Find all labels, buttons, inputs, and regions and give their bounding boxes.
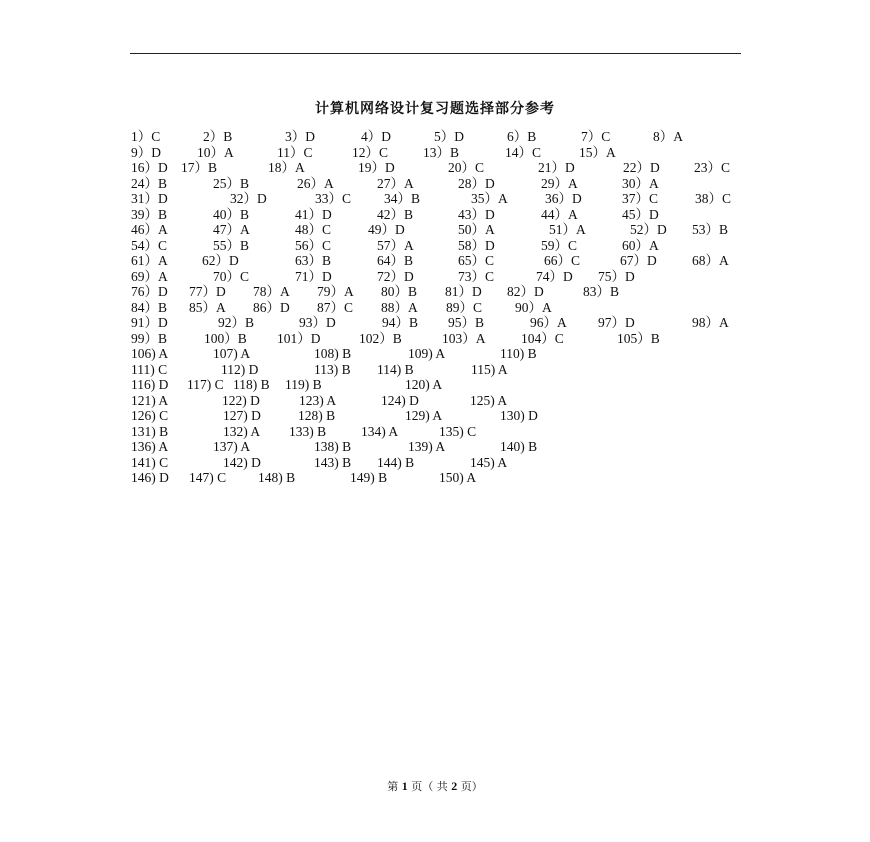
answer-item: 107) A — [213, 346, 251, 361]
answer-item: 118) B — [233, 377, 270, 392]
answer-item: 34）B — [384, 191, 421, 206]
answer-item: 3）D — [285, 129, 315, 144]
answer-list — [131, 129, 743, 486]
answer-item: 7）C — [581, 129, 611, 144]
answer-item: 114) B — [377, 361, 414, 377]
page-footer — [0, 778, 870, 794]
answer-item: 132) A — [223, 423, 261, 439]
answer-item: 84）B — [131, 299, 168, 315]
answer-item: 88）A — [381, 299, 418, 315]
answer-row — [131, 145, 743, 161]
answer-item: 72）D — [377, 268, 414, 284]
answer-item: 45）D — [622, 206, 659, 222]
answer-row — [131, 284, 743, 300]
answer-item: 35）A — [471, 191, 508, 206]
answer-item: 93）D — [299, 315, 336, 330]
answer-item: 137) A — [213, 439, 251, 454]
answer-item: 43）D — [458, 206, 495, 222]
answer-item: 141) C — [131, 454, 169, 470]
answer-item: 130) D — [500, 408, 538, 423]
answer-item: 67）D — [620, 253, 657, 268]
answer-item: 20）C — [448, 160, 485, 175]
answer-item: 109) A — [408, 346, 446, 361]
answer-item: 138) B — [314, 439, 352, 454]
answer-item: 91）D — [131, 315, 168, 330]
answer-item: 77）D — [189, 284, 226, 299]
answer-item: 61）A — [131, 253, 168, 268]
answer-item: 33）C — [315, 191, 352, 206]
answer-item: 104）C — [521, 330, 564, 346]
answer-item: 108) B — [314, 346, 352, 361]
answer-item: 119) B — [285, 377, 322, 392]
footer-middle: 页（ 共 — [411, 780, 448, 793]
answer-item: 127) D — [223, 408, 261, 423]
answer-row — [131, 362, 743, 378]
answer-item: 51）A — [549, 222, 586, 237]
answer-row — [131, 331, 743, 347]
answer-item: 135) C — [439, 423, 477, 439]
answer-item: 16）D — [131, 160, 168, 175]
answer-item: 112) D — [221, 361, 259, 377]
answer-item: 15）A — [579, 144, 616, 160]
answer-item: 17）B — [181, 160, 218, 175]
answer-item: 100）B — [204, 330, 247, 346]
answer-item: 21）D — [538, 160, 575, 175]
answer-item: 101）D — [277, 330, 321, 346]
answer-item: 37）C — [622, 191, 659, 206]
answer-item: 139) A — [408, 439, 446, 454]
answer-item: 131) B — [131, 423, 169, 439]
footer-suffix: 页） — [460, 780, 483, 793]
answer-item: 55）B — [213, 237, 250, 253]
answer-item: 41）D — [295, 206, 332, 222]
answer-item: 121) A — [131, 392, 169, 408]
answer-item: 90）A — [515, 299, 552, 315]
answer-row — [131, 315, 743, 331]
answer-item: 50）A — [458, 222, 495, 237]
answer-item: 29）A — [541, 175, 578, 191]
answer-item: 81）D — [445, 284, 482, 299]
answer-item: 78）A — [253, 284, 290, 299]
answer-row — [131, 393, 743, 409]
answer-item: 117) C — [187, 377, 224, 392]
answer-item: 116) D — [131, 377, 169, 392]
answer-item: 145) A — [470, 454, 508, 470]
answer-item: 53）B — [692, 222, 729, 237]
answer-item: 2）B — [203, 129, 233, 144]
answer-item: 8）A — [653, 129, 683, 144]
answer-item: 18）A — [268, 160, 305, 175]
answer-item: 56）C — [295, 237, 332, 253]
answer-item: 57）A — [377, 237, 414, 253]
answer-item: 149) B — [350, 470, 388, 485]
answer-item: 103）A — [442, 330, 486, 346]
answer-item: 150) A — [439, 470, 477, 485]
answer-item: 80）B — [381, 284, 418, 299]
answer-item: 64）B — [377, 253, 414, 268]
answer-item: 68）A — [692, 253, 729, 268]
answer-item: 42）B — [377, 206, 414, 222]
answer-item: 92）B — [218, 315, 255, 330]
answer-item: 59）C — [541, 237, 578, 253]
answer-item: 120) A — [405, 377, 443, 392]
answer-item: 99）B — [131, 330, 168, 346]
answer-row — [131, 160, 743, 176]
answer-row — [131, 455, 743, 471]
answer-item: 1）C — [131, 129, 161, 144]
answer-row — [131, 269, 743, 285]
answer-item: 110) B — [500, 346, 537, 361]
answer-row — [131, 253, 743, 269]
answer-item: 73）C — [458, 268, 495, 284]
answer-item: 30）A — [622, 175, 659, 191]
answer-row — [131, 439, 743, 455]
answer-item: 142) D — [223, 454, 261, 470]
answer-item: 115) A — [471, 361, 508, 377]
answer-item: 74）D — [536, 268, 573, 284]
answer-item: 31）D — [131, 191, 168, 206]
answer-item: 147) C — [189, 470, 227, 485]
answer-item: 58）D — [458, 237, 495, 253]
answer-item: 4）D — [361, 129, 391, 144]
answer-item: 97）D — [598, 315, 635, 330]
answer-item: 148) B — [258, 470, 296, 485]
answer-item: 144) B — [377, 454, 415, 470]
footer-total-pages: 2 — [451, 779, 458, 793]
answer-item: 96）A — [530, 315, 567, 330]
answer-item: 128) B — [298, 408, 336, 423]
header-rule — [130, 53, 741, 54]
answer-item: 75）D — [598, 268, 635, 284]
answer-item: 94）B — [382, 315, 419, 330]
answer-item: 83）B — [583, 284, 620, 299]
answer-item: 65）C — [458, 253, 495, 268]
answer-item: 47）A — [213, 222, 250, 237]
answer-item: 11）C — [277, 144, 313, 160]
answer-item: 22）D — [623, 160, 660, 175]
answer-item: 19）D — [358, 160, 395, 175]
answer-item: 23）C — [694, 160, 731, 175]
answer-item: 111) C — [131, 361, 168, 377]
answer-item: 26）A — [297, 175, 334, 191]
answer-item: 27）A — [377, 175, 414, 191]
answer-row — [131, 408, 743, 424]
answer-item: 39）B — [131, 206, 168, 222]
answer-row — [131, 424, 743, 440]
answer-item: 95）B — [448, 315, 485, 330]
answer-row — [131, 238, 743, 254]
answer-item: 146) D — [131, 470, 169, 485]
answer-item: 133) B — [289, 423, 327, 439]
answer-item: 87）C — [317, 299, 354, 315]
answer-item: 113) B — [314, 361, 351, 377]
answer-item: 66）C — [544, 253, 581, 268]
answer-item: 126) C — [131, 408, 169, 423]
answer-item: 85）A — [189, 299, 226, 315]
answer-item: 125) A — [470, 392, 508, 408]
answer-item: 46）A — [131, 222, 168, 237]
answer-row — [131, 470, 743, 486]
answer-item: 28）D — [458, 175, 495, 191]
answer-item: 6）B — [507, 129, 537, 144]
answer-item: 12）C — [352, 144, 389, 160]
answer-item: 62）D — [202, 253, 239, 268]
answer-item: 10）A — [197, 144, 234, 160]
answer-item: 76）D — [131, 284, 168, 299]
answer-item: 71）D — [295, 268, 332, 284]
answer-item: 102）B — [359, 330, 402, 346]
answer-row — [131, 191, 743, 207]
answer-item: 9）D — [131, 144, 161, 160]
answer-item: 54）C — [131, 237, 168, 253]
answer-row — [131, 207, 743, 223]
answer-item: 106) A — [131, 346, 169, 361]
page-title: 计算机网络设计复习题选择部分参考 — [315, 101, 555, 117]
answer-item: 63）B — [295, 253, 332, 268]
answer-item: 79）A — [317, 284, 354, 299]
answer-item: 38）C — [695, 191, 732, 206]
answer-item: 44）A — [541, 206, 578, 222]
answer-item: 25）B — [213, 175, 250, 191]
answer-item: 140) B — [500, 439, 538, 454]
answer-item: 134) A — [361, 423, 399, 439]
answer-item: 122) D — [222, 392, 260, 408]
answer-item: 105）B — [617, 330, 660, 346]
answer-item: 70）C — [213, 268, 250, 284]
answer-item: 13）B — [423, 144, 460, 160]
answer-item: 129) A — [405, 408, 443, 423]
answer-item: 5）D — [434, 129, 464, 144]
answer-item: 40）B — [213, 206, 250, 222]
answer-item: 60）A — [622, 237, 659, 253]
answer-row — [131, 176, 743, 192]
answer-item: 52）D — [630, 222, 667, 237]
answer-item: 124) D — [381, 392, 419, 408]
answer-item: 49）D — [368, 222, 405, 237]
answer-item: 32）D — [230, 191, 267, 206]
answer-item: 48）C — [295, 222, 332, 237]
answer-row — [131, 129, 743, 145]
answer-row — [131, 222, 743, 238]
answer-item: 136) A — [131, 439, 169, 454]
answer-item: 123) A — [299, 392, 337, 408]
answer-item: 82）D — [507, 284, 544, 299]
answer-item: 98）A — [692, 315, 729, 330]
answer-item: 69）A — [131, 268, 168, 284]
answer-row — [131, 346, 743, 362]
answer-item: 143) B — [314, 454, 352, 470]
answer-item: 14）C — [505, 144, 542, 160]
footer-page-number: 1 — [401, 779, 408, 793]
answer-item: 24）B — [131, 175, 168, 191]
footer-prefix: 第 — [387, 780, 399, 793]
answer-item: 36）D — [545, 191, 582, 206]
answer-item: 86）D — [253, 299, 290, 315]
answer-row — [131, 300, 743, 316]
answer-row — [131, 377, 743, 393]
answer-item: 89）C — [446, 299, 483, 315]
